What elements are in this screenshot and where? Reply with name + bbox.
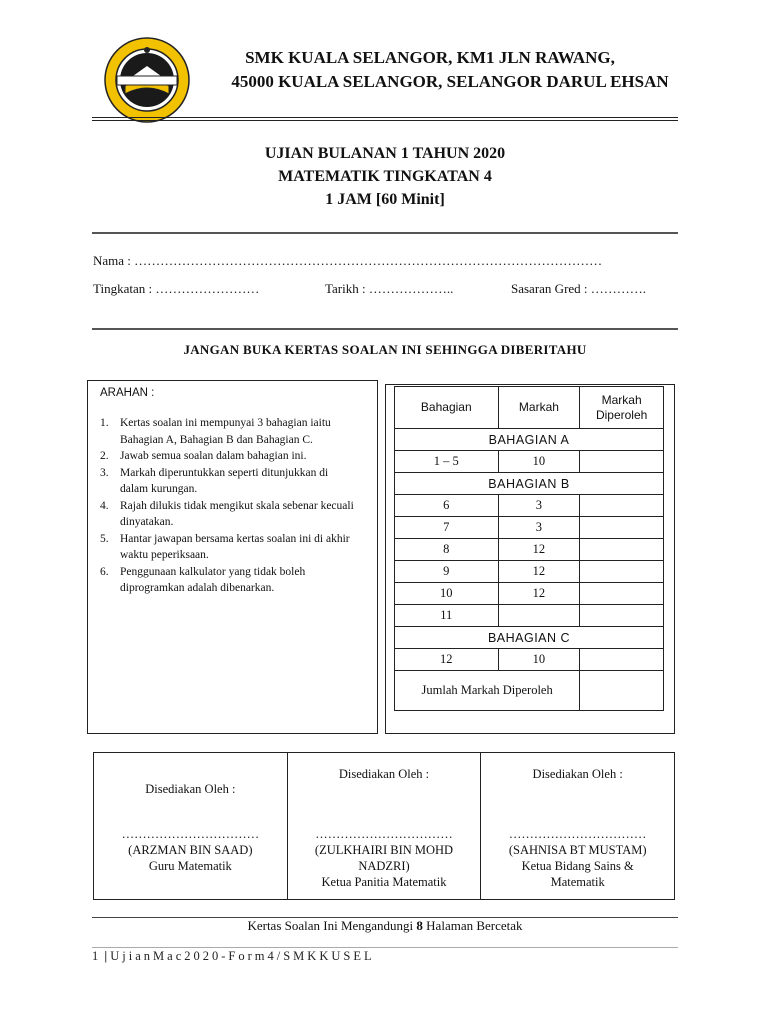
- total-label: Jumlah Markah Diperoleh: [395, 671, 580, 711]
- instruction-number: 6.: [100, 565, 109, 578]
- table-row: [395, 539, 664, 561]
- fields-top-divider: [92, 232, 678, 234]
- instruction-item: [94, 498, 371, 531]
- instruction-number: 5.: [100, 532, 109, 545]
- signatory: [481, 842, 674, 890]
- page-footer: [92, 949, 375, 964]
- instruction-text: Rajah dilukis tidak mengikut skala sebenar kecuali dinyatakan.: [120, 499, 354, 528]
- marks-cell: 12: [498, 561, 580, 583]
- exam-line-1: UJIAN BULANAN 1 TAHUN 2020: [264, 145, 506, 162]
- table-row: [395, 649, 664, 671]
- instruction-number: 4.: [100, 499, 109, 512]
- exam-title: [100, 142, 670, 211]
- footer-separator: |: [101, 949, 111, 963]
- tarikh-field[interactable]: Tarikh : ………………..: [325, 281, 454, 296]
- instruction-text: Kertas soalan ini mempunyai 3 bahagian iaitu Bahagian A, Bahagian B dan Bahagian C.: [120, 417, 331, 446]
- question-cell: 1 – 5: [395, 451, 499, 473]
- table-row: [395, 495, 664, 517]
- obtained-cell[interactable]: [580, 561, 664, 583]
- question-cell: 6: [395, 495, 499, 517]
- school-address: [200, 46, 700, 94]
- warning-text: JANGAN BUKA KERTAS SOALAN INI SEHINGGA DIBERITAHU: [183, 342, 587, 357]
- question-cell: 9: [395, 561, 499, 583]
- marks-header-row: [395, 387, 664, 429]
- instruction-number: 3.: [100, 466, 109, 479]
- marks-cell: 3: [498, 495, 580, 517]
- header-markah: Markah: [498, 387, 580, 429]
- question-cell: 12: [395, 649, 499, 671]
- table-row: [395, 451, 664, 473]
- signatory: [94, 842, 287, 874]
- signatory-role: Ketua Panitia Matematik: [321, 875, 447, 889]
- table-row: [395, 517, 664, 539]
- page-count-note: [92, 918, 678, 934]
- obtained-cell[interactable]: [580, 517, 664, 539]
- marks-cell: 12: [498, 583, 580, 605]
- marks-table: [394, 386, 664, 711]
- instruction-item: [94, 465, 371, 498]
- instruction-text: Penggunaan kalkulator yang tidak boleh diprogramkan adalah dibenarkan.: [120, 565, 306, 594]
- section-row: [395, 473, 664, 495]
- instructions-title: ARAHAN :: [100, 387, 155, 399]
- footer-divider: [92, 947, 678, 948]
- instruction-text: Jawab semua soalan dalam bahagian ini.: [120, 450, 307, 462]
- signature-column: [481, 753, 674, 899]
- school-line-2: 45000 KUALA SELANGOR, SELANGOR DARUL EHSAN: [231, 72, 669, 91]
- marks-cell: 3: [498, 517, 580, 539]
- table-row: [395, 605, 664, 627]
- marks-cell: [498, 605, 580, 627]
- signature-line: ……………………………: [508, 827, 647, 841]
- instruction-text: Hantar jawapan bersama kertas soalan ini di akhir waktu peperiksaan.: [120, 532, 350, 561]
- total-obtained-cell[interactable]: [580, 671, 664, 711]
- marks-cell: 10: [498, 451, 580, 473]
- exam-line-2: MATEMATIK TINGKATAN 4: [278, 168, 492, 185]
- header-divider: [92, 117, 678, 118]
- signatory-role: Ketua Bidang Sains & Matematik: [521, 859, 634, 889]
- signature-line: ……………………………: [315, 827, 453, 841]
- question-cell: 11: [395, 605, 499, 627]
- fields-bottom-divider: [92, 328, 678, 330]
- footer-text: UjianMac2020-Form4/SMKKUSEL: [110, 949, 375, 963]
- obtained-cell[interactable]: [580, 583, 664, 605]
- obtained-cell[interactable]: [580, 495, 664, 517]
- signature-line: ……………………………: [121, 827, 260, 841]
- header-bahagian: Bahagian: [395, 387, 499, 429]
- table-row: [395, 583, 664, 605]
- page-count: 8: [416, 918, 423, 933]
- marks-cell: 12: [498, 539, 580, 561]
- page-count-prefix: Kertas Soalan Ini Mengandungi: [247, 918, 417, 933]
- instruction-text: Markah diperuntukkan seperti ditunjukkan di dalam kurungan.: [120, 466, 329, 495]
- school-line-1: SMK KUALA SELANGOR, KM1 JLN RAWANG,: [245, 48, 615, 67]
- signatory: [288, 842, 481, 890]
- section-row: [395, 429, 664, 451]
- signatory-role: Guru Matematik: [148, 859, 232, 873]
- tingkatan-field[interactable]: Tingkatan : ……………………: [93, 281, 260, 296]
- signature-column: [288, 753, 482, 899]
- sasaran-gred-field[interactable]: Sasaran Gred : ………….: [511, 281, 647, 296]
- instructions-box: [87, 380, 378, 734]
- instruction-item: [94, 531, 371, 564]
- header-divider-2: [92, 120, 678, 121]
- marks-cell: 10: [498, 649, 580, 671]
- page-count-suffix: Halaman Bercetak: [422, 918, 523, 933]
- student-info-row: [93, 281, 683, 297]
- signatory-name: (SAHNISA BT MUSTAM): [508, 843, 647, 857]
- signatory-name: (ZULKHAIRI BIN MOHD NADZRI): [314, 843, 454, 873]
- instruction-item: [94, 564, 371, 597]
- signature-column: [94, 753, 288, 899]
- question-cell: 7: [395, 517, 499, 539]
- instruction-item: [94, 415, 371, 448]
- instruction-item: [94, 448, 371, 465]
- signatory-name: (ARZMAN BIN SAAD): [128, 843, 253, 857]
- signature-box: [93, 752, 675, 900]
- header-markah-diperoleh: Markah Diperoleh: [580, 387, 664, 429]
- obtained-cell[interactable]: [580, 649, 664, 671]
- prepared-by-label: Disediakan Oleh :: [532, 767, 623, 781]
- obtained-cell[interactable]: [580, 539, 664, 561]
- instructions-list: [94, 415, 371, 597]
- question-cell: 10: [395, 583, 499, 605]
- section-c-label: BAHAGIAN C: [395, 627, 664, 649]
- question-cell: 8: [395, 539, 499, 561]
- total-row: [395, 671, 664, 711]
- section-b-label: BAHAGIAN B: [395, 473, 664, 495]
- name-field[interactable]: Nama : ………………………………………………………………………………………………: [93, 253, 603, 268]
- exam-line-3: 1 JAM [60 Minit]: [325, 191, 445, 208]
- section-row: [395, 627, 664, 649]
- page-number: 1: [92, 949, 102, 963]
- obtained-cell[interactable]: [580, 451, 664, 473]
- prepared-by-label: Disediakan Oleh :: [338, 767, 430, 781]
- prepared-by-label: Disediakan Oleh :: [145, 782, 236, 796]
- obtained-cell[interactable]: [580, 605, 664, 627]
- instruction-number: 2.: [100, 450, 109, 462]
- instruction-number: 1.: [100, 417, 109, 429]
- table-row: [395, 561, 664, 583]
- section-a-label: BAHAGIAN A: [395, 429, 664, 451]
